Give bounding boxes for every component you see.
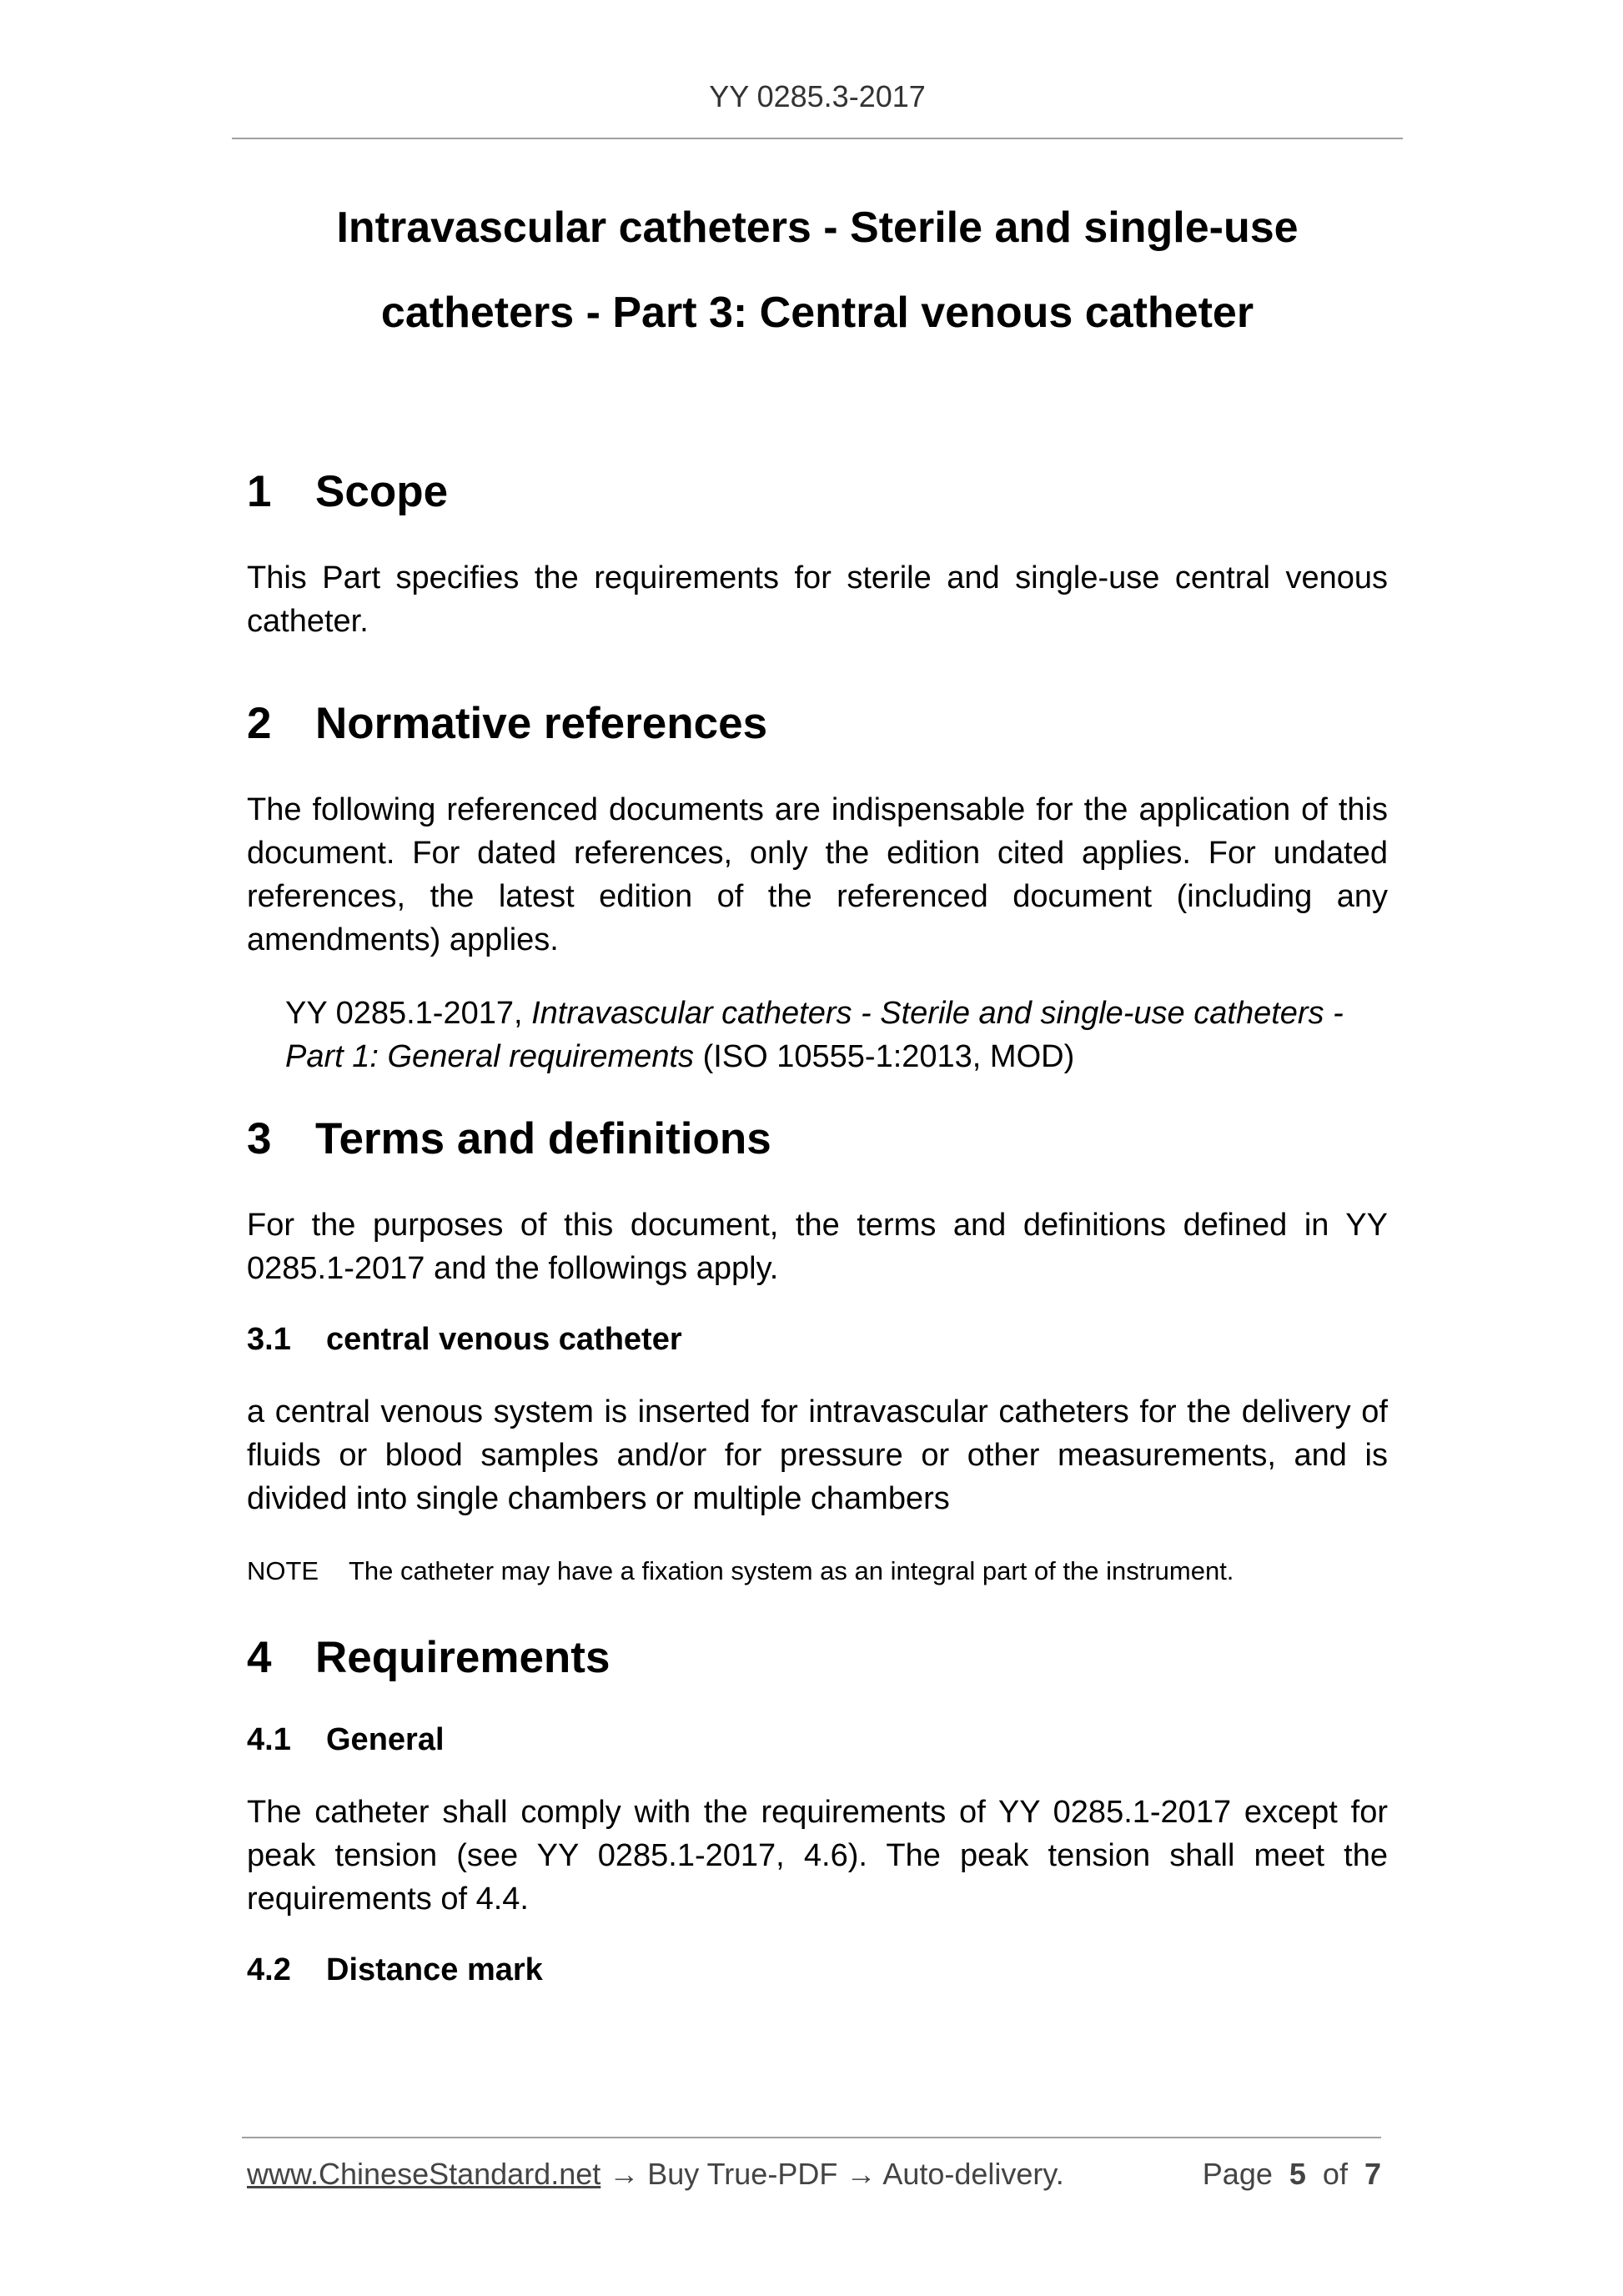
chinese-standard-link[interactable]: www.ChineseStandard.net [247, 2157, 601, 2191]
section-title: Normative references [315, 699, 768, 748]
subsection-number: 4.2 [247, 1952, 291, 1987]
title-line-2: catheters - Part 3: Central venous catheter [380, 289, 1254, 337]
subsection-4-1-heading [247, 1719, 1388, 1761]
section-number: 2 [247, 699, 272, 748]
section-title: Scope [315, 467, 449, 516]
reference-title: Intravascular catheters - Sterile and single-use catheters - Part 1: General requirements [285, 996, 1344, 1074]
subsection-3-1-heading [247, 1319, 1388, 1360]
footer-promo [247, 2157, 1064, 2192]
section-title: Requirements [315, 1633, 611, 1682]
page-total: 7 [1364, 2157, 1381, 2191]
general-requirements-paragraph: The catheter shall comply with the requirements of YY 0285.1-2017 except for peak tension (see YY 0285.1-2017, 4.6). The peak tension shall meet the requirements of 4.4. [247, 1795, 1388, 1917]
subsection-title: central venous catheter [326, 1322, 682, 1357]
note-text: The catheter may have a fixation system as an integral part of the instrument. [349, 1556, 1234, 1585]
footer-promo-text: → Buy True-PDF → Auto-delivery. [600, 2157, 1064, 2191]
terms-paragraph: For the purposes of this document, the terms and definitions defined in YY 0285.1-2017 and the followings apply. [247, 1208, 1388, 1286]
note-label: NOTE [247, 1556, 319, 1585]
section-number: 4 [247, 1633, 272, 1682]
footer-divider [242, 2137, 1381, 2138]
page-indicator [1203, 2157, 1381, 2192]
section-number: 1 [247, 467, 272, 516]
definition-paragraph: a central venous system is inserted for intravascular catheters for the delivery of fluids or blood samples and/or for pressure or other measurements, and is divided into single chambers or multiple chambers [247, 1394, 1388, 1516]
reference-code: YY 0285.1-2017, [285, 996, 532, 1031]
title-line-1: Intravascular catheters - Sterile and single-use [336, 203, 1299, 252]
normative-references-paragraph: The following referenced documents are indispensable for the application of this document. For dated references, only the edition cited applies. For undated references, the latest edition of the referenced document (including any amendments) applies. [247, 792, 1388, 957]
normative-reference-entry [285, 992, 1388, 1078]
document-body [247, 463, 1388, 1991]
page-footer [247, 2157, 1381, 2192]
section-1-heading [247, 463, 1388, 521]
subsection-number: 4.1 [247, 1722, 291, 1757]
section-title: Terms and definitions [315, 1114, 771, 1163]
page-of: of [1322, 2157, 1348, 2191]
page-label: Page [1202, 2157, 1273, 2191]
subsection-title: General [326, 1722, 445, 1757]
subsection-4-2-heading [247, 1949, 1388, 1991]
document-code-header: YY 0285.3-2017 [709, 79, 926, 113]
document-title [232, 185, 1403, 355]
page-current: 5 [1289, 2157, 1306, 2191]
reference-suffix: (ISO 10555-1:2013, MOD) [694, 1039, 1075, 1074]
subsection-title: Distance mark [326, 1952, 543, 1987]
section-number: 3 [247, 1114, 272, 1163]
subsection-number: 3.1 [247, 1322, 291, 1357]
section-4-heading [247, 1629, 1388, 1687]
header-divider [232, 138, 1403, 139]
scope-paragraph: This Part specifies the requirements for sterile and single-use central venous catheter. [247, 560, 1388, 639]
definition-note [247, 1554, 1388, 1589]
section-3-heading [247, 1110, 1388, 1168]
section-2-heading [247, 695, 1388, 753]
